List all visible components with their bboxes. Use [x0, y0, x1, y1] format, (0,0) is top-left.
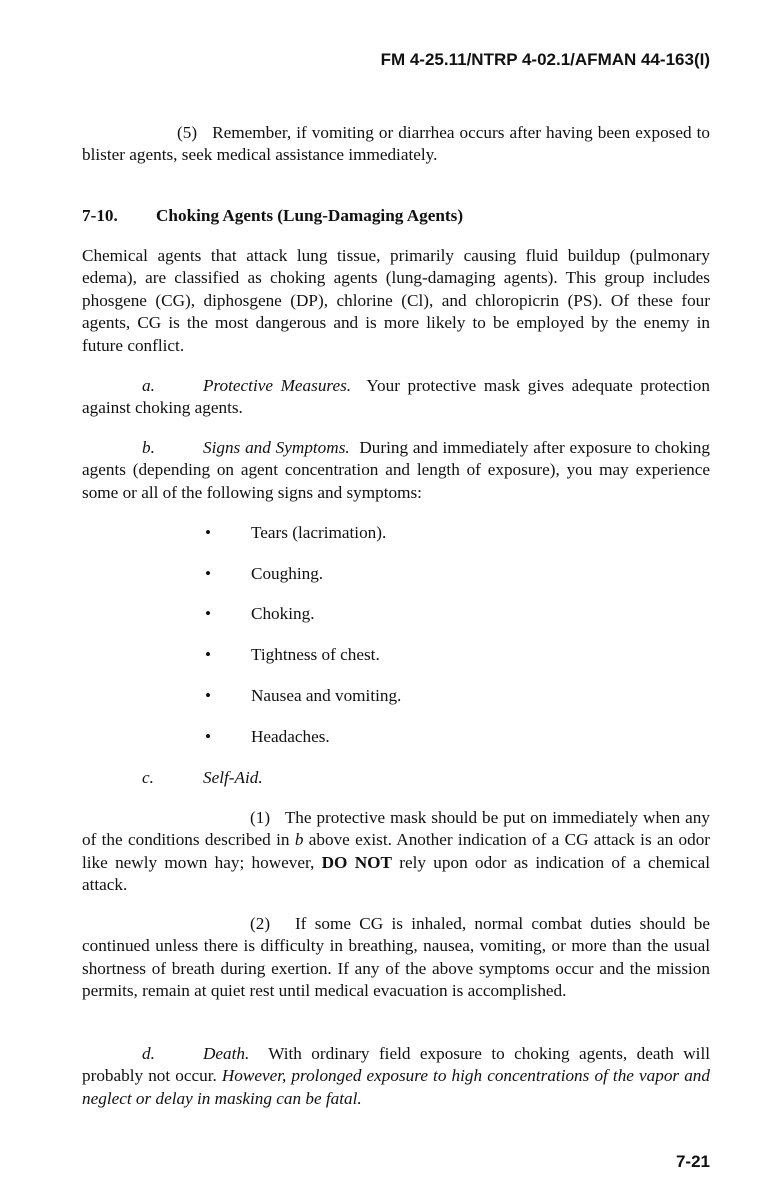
intro-paragraph: Chemical agents that attack lung tissue, primarily causing fluid buildup (pulmonary edema), are classified as choking agents (lung-damaging agents). This group includes phosgene (CG), diphosgene (DP), chlorine (Cl), and chloropicrin (PS). Of these four agents, CG is the most dangerous and is more likely to be employed by the enemy in future conflict.: [82, 246, 710, 355]
para-text: If some CG is inhaled, normal combat duties should be continued unless there is difficulty in breathing, nausea, vomiting, or more than the usual shortness of breath during exertion. If any of the above symptoms occur and the mission permits, remain at quiet rest until medical evacuation is accomplished.: [82, 914, 711, 1001]
bullet-icon: •: [205, 645, 212, 664]
para-title: Signs and Symptoms.: [203, 438, 350, 457]
para-text: The protective mask should be put on immediately when any of the conditions described in: [82, 808, 710, 850]
para-reference: b: [294, 830, 304, 850]
page-number: 7-21: [675, 1152, 710, 1171]
running-header: FM 4-25.11/NTRP 4-02.1/AFMAN 44-163(I): [380, 50, 710, 69]
bullet-text: Tears (lacrimation).: [251, 523, 387, 542]
para-title: Death.: [203, 1044, 250, 1063]
para-text: During and immediately after exposure to choking agents (depending on agent concentration and length of exposure), you may experience some or all of the following signs and symptoms:: [82, 438, 710, 502]
paragraph-b: [82, 437, 710, 504]
para-letter: d.: [142, 1044, 155, 1063]
para-title: Self-Aid.: [203, 768, 263, 787]
bullet-text: Coughing.: [251, 564, 324, 583]
bullet-icon: •: [205, 564, 212, 583]
para-number: (1): [250, 808, 271, 827]
para-letter: a.: [142, 376, 155, 395]
para-number: (2): [250, 914, 271, 933]
bullet-icon: •: [205, 686, 212, 705]
bullet-text: Choking.: [251, 604, 315, 623]
emphasis: DO NOT: [321, 852, 392, 872]
section-heading: [82, 205, 710, 227]
paragraph-c1: [82, 807, 710, 897]
bullet-text: Nausea and vomiting.: [251, 686, 402, 705]
para-text: Remember, if vomiting or diarrhea occurs after having been exposed to blister agents, seek medical assistance immediately.: [82, 123, 711, 165]
para-title: Protective Measures.: [203, 376, 352, 395]
para-text: With ordinary field exposure to choking agents, death will probably not occur.: [82, 1044, 711, 1086]
para-letter: b.: [142, 438, 155, 457]
paragraph-c2: [82, 913, 710, 1003]
para-emphasis: However, prolonged exposure to high concentrations of the vapor and neglect or delay in masking can be fatal.: [82, 1066, 710, 1108]
paragraph-5: [82, 122, 710, 167]
bullet-icon: •: [205, 523, 212, 542]
paragraph-d: [82, 1043, 710, 1110]
para-number: (5): [177, 123, 198, 142]
para-letter: c.: [142, 768, 154, 787]
para-text: rely upon odor as indication of a chemical attack.: [82, 852, 711, 895]
section-title: Choking Agents (Lung-Damaging Agents): [156, 206, 464, 225]
para-text: above exist. Another indication of a CG attack is an odor like newly mown hay; however,: [82, 830, 711, 872]
section-number: 7-10.: [82, 206, 118, 225]
bullet-text: Headaches.: [251, 727, 330, 746]
bullet-text: Tightness of chest.: [251, 645, 380, 664]
bullet-icon: •: [205, 727, 212, 746]
para-text: Your protective mask gives adequate protection against choking agents.: [82, 376, 710, 418]
bullet-icon: •: [205, 604, 212, 623]
paragraph-c: [82, 767, 710, 789]
paragraph-a: [82, 375, 710, 420]
